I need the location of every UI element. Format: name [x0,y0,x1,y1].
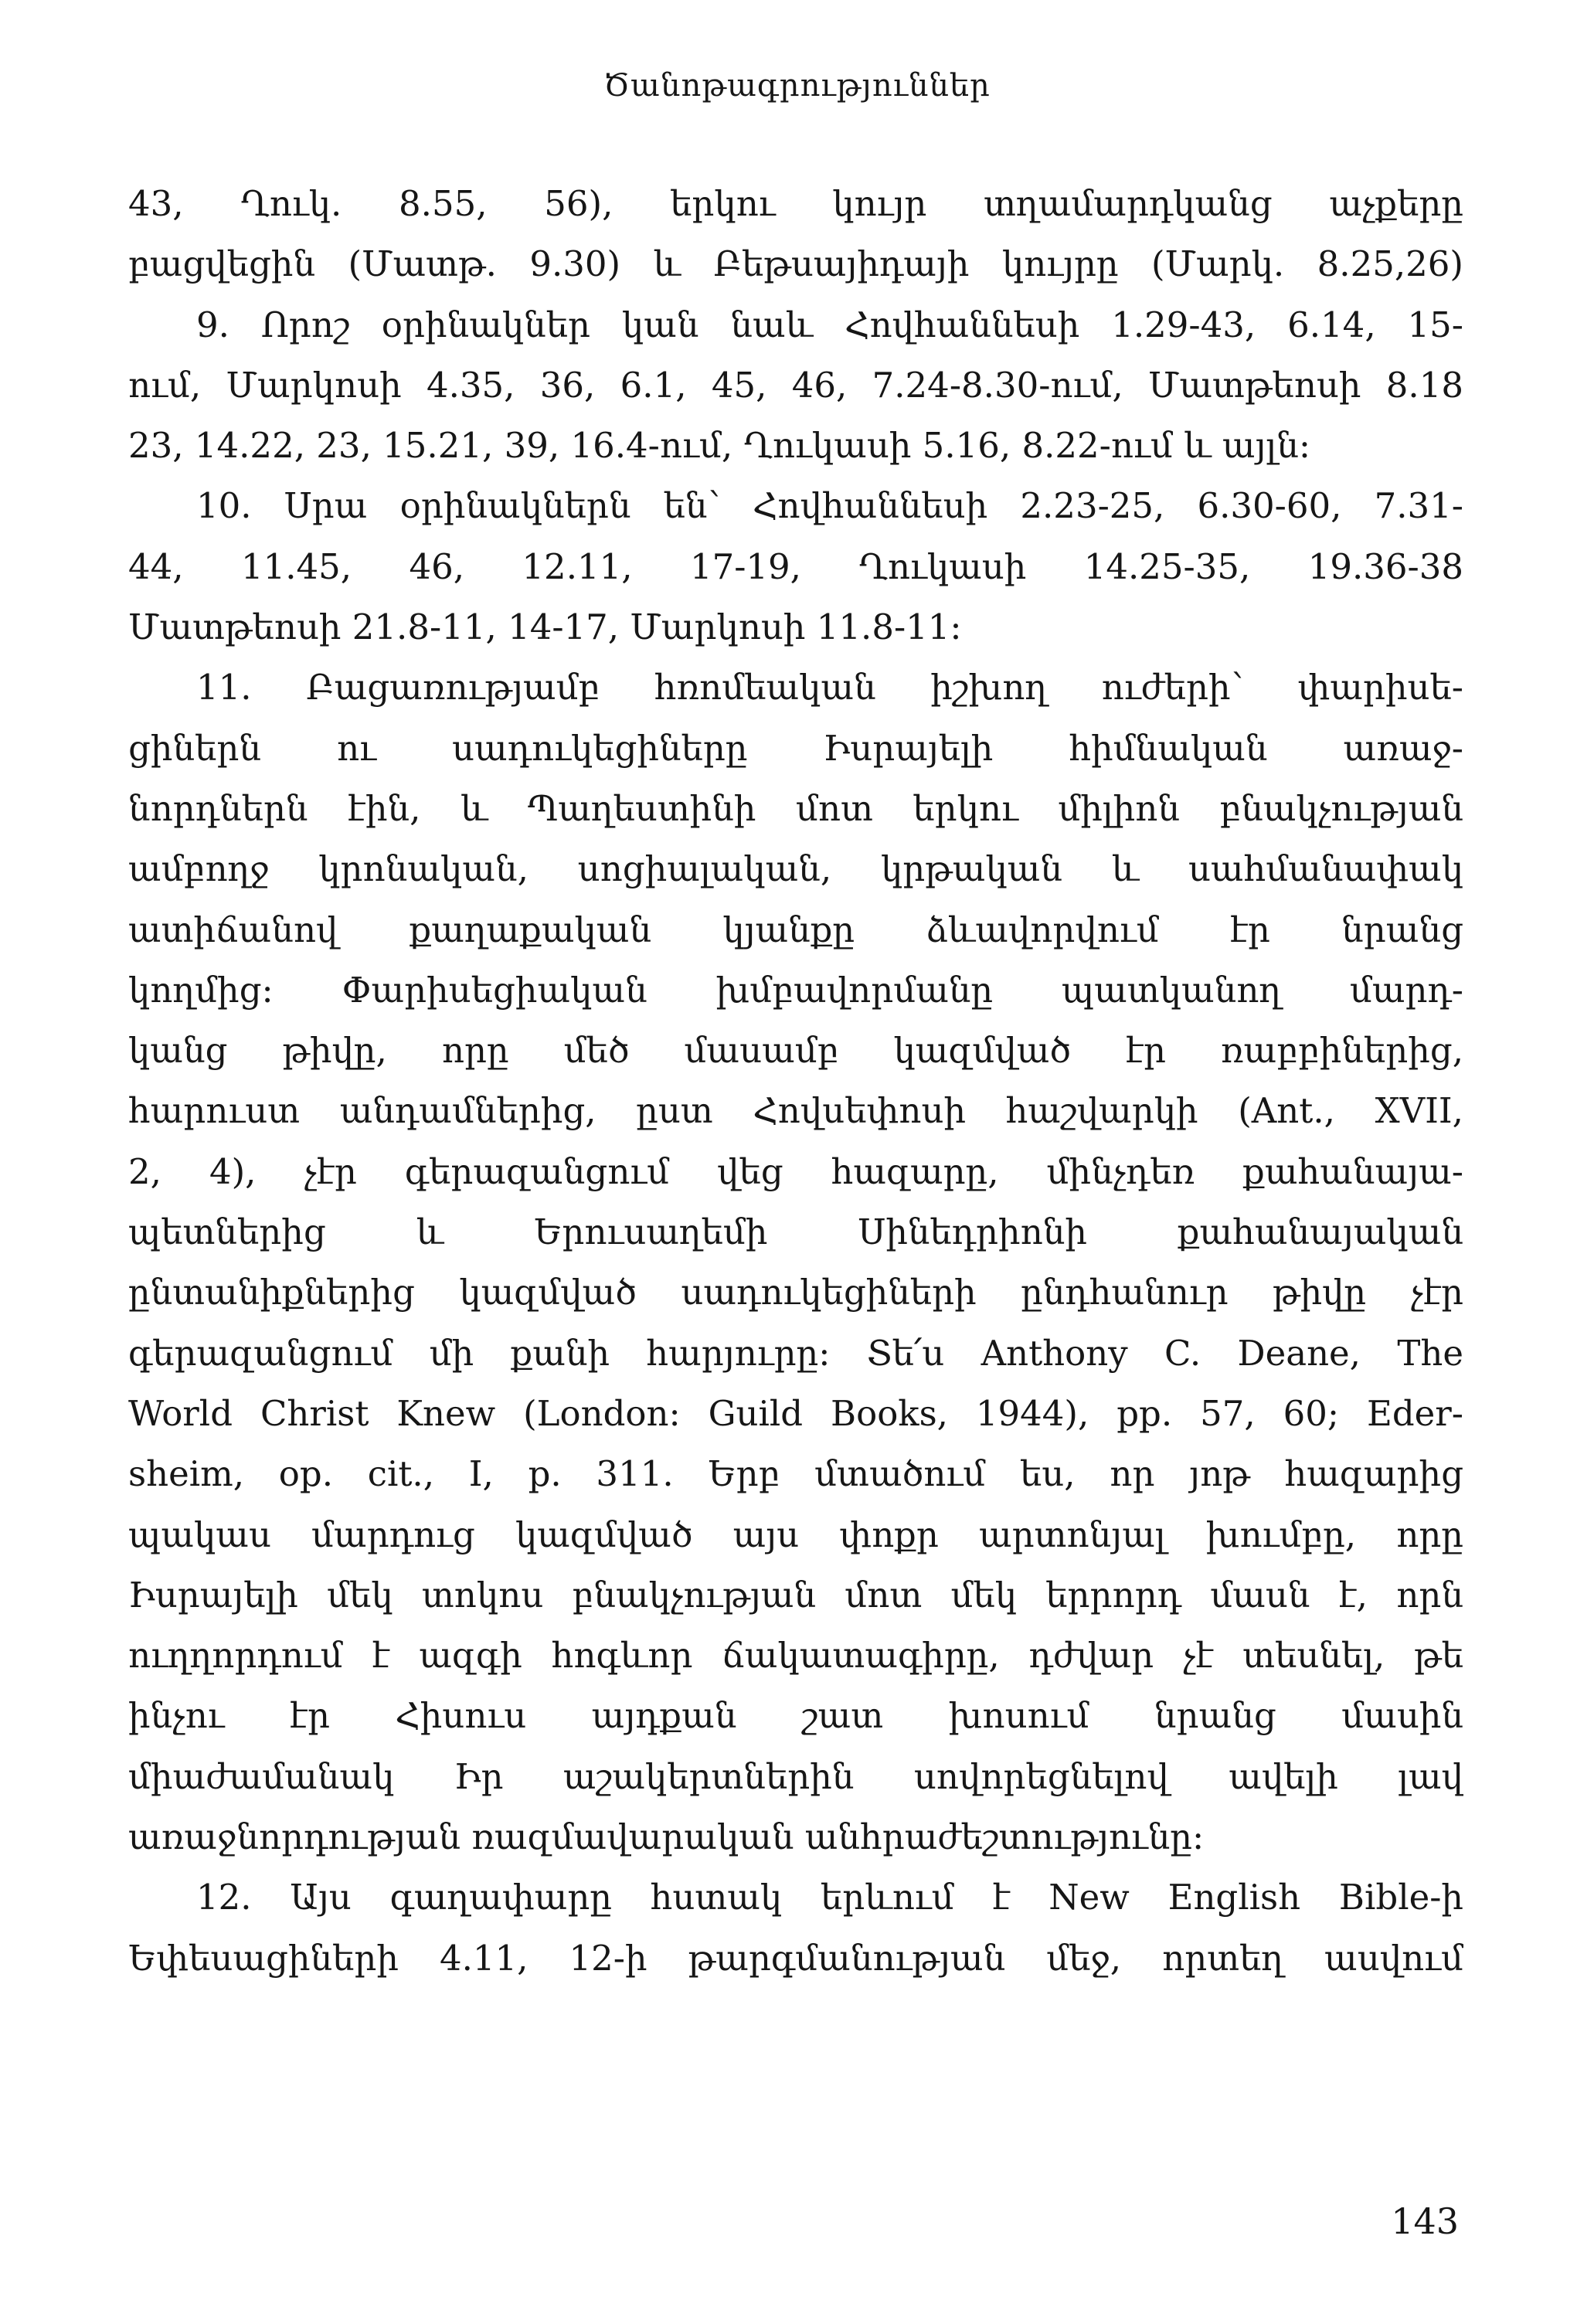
text-line: գերազանցում մի քանի հարյուրը: Տե՛ս Anthony C. Deane, The [128,1332,1463,1374]
text-line: պետներից և Երուսաղեմի Սինեդրիոնի քահանայական [128,1211,1463,1253]
text-line: 9. Որոշ օրինակներ կան նաև Հովհաննեսի 1.29-43, 6.14, 15- [196,304,1463,345]
page-number: 143 [1391,2200,1459,2242]
text-line: World Christ Knew (London: Guild Books, 1944), pp. 57, 60; Eder- [128,1392,1463,1434]
text-line: 2, 4), չէր գերազանցում վեց հազարը, մինչդեռ քահանայա- [128,1150,1463,1192]
text-line: ընտանիքներից կազմված սադուկեցիների ընդհանուր թիվը չէր [128,1272,1463,1313]
text-line: 43, Ղուկ. 8.55, 56), երկու կույր տղամարդկանց աչքերը [128,183,1463,224]
text-line: Մատթեոսի 21.8-11, 14-17, Մարկոսի 11.8-11: [128,606,962,648]
text-line: նորդներն էին, և Պաղեստինի մոտ երկու միլիոն բնակչության [128,787,1463,829]
text-line: ամբողջ կրոնական, սոցիալական, կրթական և սահմանափակ [128,848,1463,890]
text-line: հարուստ անդամներից, ըստ Հովսեփոսի հաշվարկի (Ant., XVII, [128,1090,1463,1132]
text-line: ատիճանով քաղաքական կյանքը ձևավորվում էր նրանց [128,909,1463,950]
text-line: 11. Բացառությամբ հռոմեական իշխող ուժերի՝ փարիսե- [196,667,1463,708]
text-line: ինչու էր Հիսուս այդքան շատ խոսում նրանց մասին [128,1695,1463,1737]
text-line: պակաս մարդուց կազմված այս փոքր արտոնյալ խումբը, որը [128,1514,1463,1555]
text-line: sheim, op. cit., I, p. 311. Երբ մտածում ես, որ յոթ հազարից [128,1453,1463,1495]
text-line: Իսրայելի մեկ տոկոս բնակչության մոտ մեկ երրորդ մասն է, որն [128,1574,1463,1616]
text-line: 23, 14.22, 23, 15.21, 39, 16.4-ում, Ղուկասի 5.16, 8.22-ում և այլն: [128,425,1310,467]
text-line: ցիներն ու սադուկեցիները Իսրայելի հիմնական առաջ- [128,727,1463,769]
text-line: ում, Մարկոսի 4.35, 36, 6.1, 45, 46, 7.24-8.30-ում, Մատթեոսի 8.18 [128,364,1463,406]
text-line: կողմից: Փարիսեցիական խմբավորմանը պատկանող մարդ- [128,969,1463,1011]
text-line: Եփեսացիների 4.11, 12-ի թարգմանության մեջ, որտեղ ասվում [128,1937,1463,1979]
text-line: 12. Այս գաղափարը հստակ երևում է New English Bible-ի [196,1877,1463,1918]
text-line: կանց թիվը, որը մեծ մասամբ կազմված էր ռաբբիներից, [128,1030,1463,1072]
body-text [128,174,1463,1989]
text-line: առաջնորդության ռազմավարական անհրաժեշտությունը: [128,1816,1205,1858]
text-line: միաժամանակ Իր աշակերտներին սովորեցնելով ավելի լավ [128,1755,1463,1797]
text-line: 44, 11.45, 46, 12.11, 17-19, Ղուկասի 14.25-35, 19.36-38 [128,545,1463,587]
running-head: Ծանոթագրություններ [603,68,991,104]
text-line: 10. Սրա օրինակներն են՝ Հովհաննեսի 2.23-25, 6.30-60, 7.31- [196,485,1463,527]
text-line: ուղղորդում է ազգի հոգևոր ճակատագիրը, դժվար չէ տեսնել, թե [128,1635,1463,1677]
text-line: բացվեցին (Մատթ. 9.30) և Բեթսայիդայի կույրը (Մարկ. 8.25,26) [128,243,1463,285]
